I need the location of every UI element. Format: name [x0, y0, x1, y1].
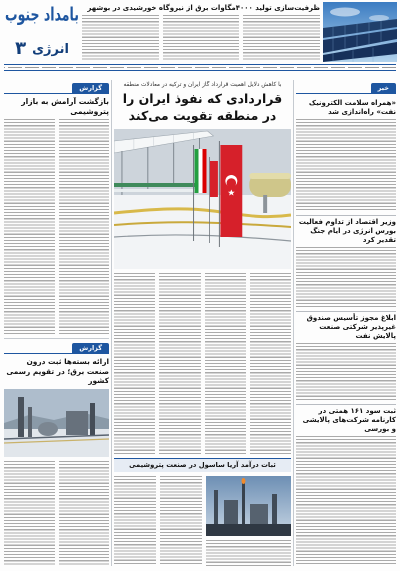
solar-panels-image [323, 2, 397, 62]
bottom-story-body [114, 476, 202, 566]
report-label: گزارش [72, 343, 109, 354]
news-column [296, 82, 396, 566]
news-headline: ابلاغ مجوز تأسیس صندوق غیرپذیر شرکتی صنعت پالایش نفت [296, 311, 396, 341]
industrial-plant-image [4, 389, 109, 457]
report-headline: ارائه بسته‌ها ثبت درون صنعت برق؛ در تقویم رسمی کشور [6, 357, 109, 385]
column-divider [293, 80, 294, 566]
column-divider [111, 80, 112, 566]
text-column [59, 119, 110, 336]
report-electricity [4, 342, 109, 566]
text-column [163, 15, 240, 61]
text-column [114, 476, 156, 566]
text-column [250, 273, 291, 455]
report-label-row [4, 342, 109, 354]
text-column [160, 476, 202, 566]
news-body [296, 247, 396, 308]
turkey-flag [219, 141, 242, 247]
section-divider [4, 338, 109, 339]
page-number: ۳ [15, 38, 27, 59]
refinery-image [206, 476, 291, 536]
text-column [243, 15, 320, 61]
text-column [59, 461, 110, 567]
section-name: انرژی [32, 42, 69, 57]
text-column [4, 461, 55, 567]
top-story-headline: ظرفیت‌سازی تولید ۴۰۰۰مگاوات برق از نیروگاه خورشیدی در بوشهر [87, 4, 320, 12]
report-petrochemical [4, 82, 109, 336]
text-column [114, 273, 155, 455]
solar-panels-photo [323, 2, 397, 62]
top-story-body [82, 15, 320, 61]
text-column [159, 273, 200, 455]
industrial-plant-photo [4, 389, 109, 457]
date-strip [4, 64, 396, 71]
lead-story-headline: قراردادی که نفوذ ایران را در منطقه تقویت می‌کند [122, 91, 283, 123]
newspaper-logo: بامداد جنوب [5, 3, 79, 25]
lead-story-kicker: با کاهش دلایل اهمیت قرارداد گاز ایران و ترکیه در معادلات منطقه [123, 82, 282, 88]
news-body [296, 119, 396, 212]
report-body [4, 461, 109, 567]
cloud [330, 8, 360, 17]
text-column [82, 15, 159, 61]
text-column [205, 273, 246, 455]
news-label: خبر [371, 83, 396, 94]
lead-story-body [114, 273, 291, 455]
bottom-story-body [206, 540, 291, 566]
report-headline: بازگشت آرامش به بازار پتروشیمی [21, 97, 109, 116]
section-row [4, 33, 80, 59]
bottom-story-headline: ثبات درآمد آریا ساسول در صنعت پتروشیمی [114, 458, 291, 472]
report-label: گزارش [72, 83, 109, 94]
news-body [296, 436, 396, 566]
masthead [4, 3, 80, 61]
news-headline: ثبت سود ۱۶۱ همتی در کارنامه شرکت‌های پالایشی و بورسی [296, 404, 396, 434]
pipeline-flags-image [114, 129, 291, 269]
news-label-row [296, 82, 396, 94]
pipeline-flags-photo [114, 129, 291, 269]
news-headline: وزیر اقتصاد از تداوم فعالیت بورس انرژی در ایام جنگ تقدیر کرد [296, 215, 396, 245]
cloud [369, 15, 389, 21]
news-headline: «همراه سلامت الکترونیک نفت» راه‌اندازی شد [308, 99, 396, 116]
news-body [296, 343, 396, 401]
text-column [4, 119, 55, 336]
refinery-photo [206, 476, 291, 536]
report-label-row [4, 82, 109, 94]
report-body [4, 119, 109, 336]
